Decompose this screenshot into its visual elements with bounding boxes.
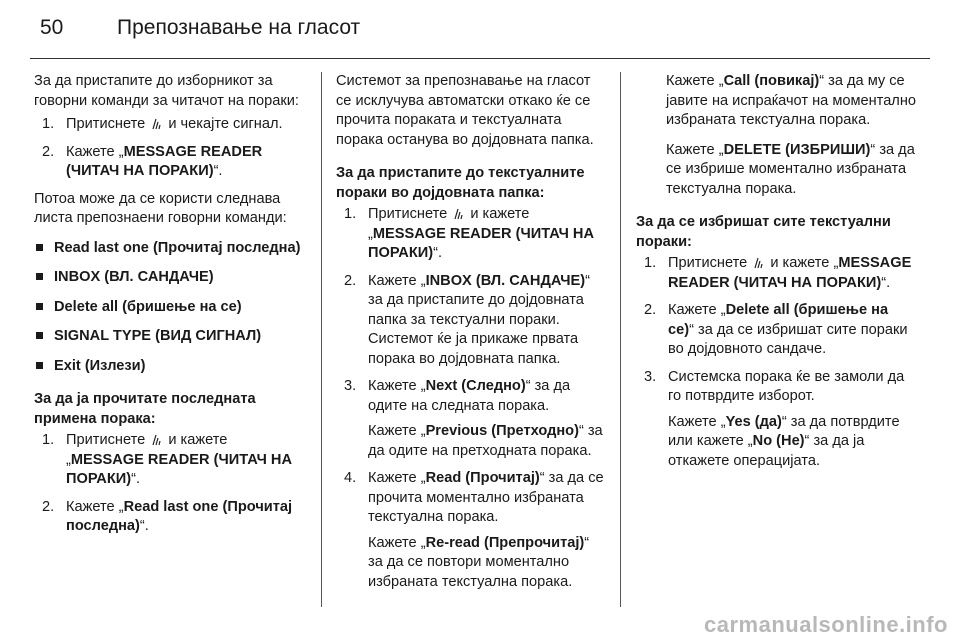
step-text: Притиснете xyxy=(66,116,146,132)
command-text: Read last one (Прочитај последна) xyxy=(66,498,293,534)
step-text: “ за да потврдите или кажете „ xyxy=(668,413,900,449)
step-number: 3. xyxy=(644,368,657,385)
command-text: MESSAGE READER (ЧИТАЧ НА ПОРАКИ) xyxy=(66,143,263,179)
step-text: Кажете „ xyxy=(666,73,724,89)
list-item xyxy=(336,469,606,592)
step-number: 2. xyxy=(42,498,55,515)
column-2 xyxy=(336,72,606,600)
step-text: и кажете „ xyxy=(66,432,228,468)
step-text: Притиснете xyxy=(368,206,448,222)
command-text: Yes (да) xyxy=(725,413,782,430)
step-text: “. xyxy=(213,163,223,179)
list-item xyxy=(34,357,306,377)
section-heading: За да ја прочитате последната примена порака: xyxy=(34,391,256,427)
command-text: SIGNAL TYPE (ВИД СИГНАЛ) xyxy=(54,328,262,344)
step-text: Кажете „ xyxy=(368,470,426,486)
page-header xyxy=(40,10,930,50)
bullet-icon xyxy=(36,362,43,369)
header-rule xyxy=(30,58,930,59)
list-item xyxy=(336,377,606,461)
step-text: “ за да се повтори моментално избраната текстуална порака. xyxy=(368,534,590,590)
steps-list xyxy=(336,205,606,592)
list-item xyxy=(34,115,306,135)
step-number: 1. xyxy=(344,206,357,222)
step-text: “. xyxy=(139,518,149,534)
list-item xyxy=(34,268,306,288)
step-text: Кажете „ xyxy=(368,423,426,439)
voice-button-icon xyxy=(152,118,161,129)
command-text: INBOX (ВЛ. САНДАЧЕ) xyxy=(425,272,586,289)
command-text: Delete all (бришење на се) xyxy=(54,298,242,315)
command-text: Call (повикај) xyxy=(723,73,820,89)
steps-list xyxy=(34,431,306,537)
command-text: MESSAGE READER (ЧИТАЧ НА ПОРАКИ) xyxy=(368,225,595,261)
column-divider-1 xyxy=(321,72,322,607)
step-text: и кажете „ xyxy=(770,255,839,271)
step-text: “ за да се избрише моментално избраната текстуална порака. xyxy=(666,141,915,197)
step-number: 1. xyxy=(42,116,55,132)
step-text: и чекајте сигнал. xyxy=(168,116,283,132)
steps-list xyxy=(34,115,306,182)
step-text: Притиснете xyxy=(668,255,748,271)
list-item xyxy=(34,239,306,259)
voice-button-icon xyxy=(454,208,463,219)
list-item xyxy=(336,272,606,370)
watermark: carmanualsonline.info xyxy=(704,612,948,637)
step-text: Кажете „ xyxy=(668,302,726,318)
list-item xyxy=(636,368,916,472)
step-text: Кажете „ xyxy=(66,498,124,515)
list-item xyxy=(636,254,916,293)
list-item xyxy=(34,498,306,537)
step-number: 2. xyxy=(344,272,357,289)
chapter-title: Препознавање на гласот xyxy=(117,16,361,39)
step-text: Кажете „ xyxy=(368,378,426,394)
list-item xyxy=(636,301,916,360)
step-number: 2. xyxy=(42,143,55,160)
commands-list xyxy=(34,239,306,377)
step-text: и кажете „ xyxy=(368,206,530,242)
steps-list xyxy=(636,254,916,471)
step-text: Кажете „ xyxy=(666,141,724,158)
command-text: DELETE (ИЗБРИШИ) xyxy=(723,141,871,158)
step-text: “ за да одите на следната порака. xyxy=(368,378,571,414)
step-text: Кажете „ xyxy=(668,413,726,430)
step-subparagraph xyxy=(668,413,916,472)
step-text: “ за да се избришат сите пораки во дојдовното сандаче. xyxy=(668,321,908,357)
step-subparagraph xyxy=(368,534,606,593)
section-heading: За да се избришат сите текстуални пораки: xyxy=(636,214,891,250)
step-text: “. xyxy=(881,274,891,291)
command-text: Previous (Претходно) xyxy=(425,423,579,439)
list-item xyxy=(34,431,306,490)
command-text: Read (Прочитај) xyxy=(425,470,540,486)
step-text: “ за да се прочита моментално избраната текстуална порака. xyxy=(368,470,604,525)
list-item xyxy=(34,143,306,182)
step-text: Кажете „ xyxy=(368,534,426,551)
bullet-icon xyxy=(36,273,43,280)
step-number: 3. xyxy=(344,378,357,394)
intro-paragraph: За да пристапите до изборникот за говорни команди за читачот на пораки: xyxy=(34,73,299,109)
command-text: Re-read (Препрочитај) xyxy=(425,534,585,551)
command-text: Next (Следно) xyxy=(425,378,526,394)
step-text: Системска порака ќе ве замоли да го потврдите изборот. xyxy=(668,368,905,404)
step-text: “ за да одите на претходната порака. xyxy=(368,423,603,459)
step-text: “ за да ја откажете операцијата. xyxy=(668,433,865,469)
column-1 xyxy=(34,72,306,545)
step-text: Кажете „ xyxy=(368,272,426,289)
bullet-icon xyxy=(36,332,43,339)
column-3 xyxy=(636,72,916,479)
bullet-icon xyxy=(36,244,43,251)
step-text: “. xyxy=(433,245,443,261)
voice-button-icon xyxy=(754,257,763,268)
column-divider-2 xyxy=(620,72,621,607)
section-heading: За да пристапите до текстуалните пораки во дојдовната папка: xyxy=(336,165,585,201)
bullet-icon xyxy=(36,303,43,310)
paragraph xyxy=(636,72,916,131)
list-item xyxy=(34,327,306,347)
command-text: MESSAGE READER (ЧИТАЧ НА ПОРАКИ) xyxy=(668,255,912,291)
voice-button-icon xyxy=(152,434,161,445)
step-subparagraph xyxy=(368,422,606,461)
step-number: 1. xyxy=(42,432,55,448)
command-text: Exit (Излези) xyxy=(54,357,146,374)
step-number: 2. xyxy=(644,302,657,318)
command-text: Delete all (бришење на се) xyxy=(668,302,889,338)
step-text: Притиснете xyxy=(66,432,146,448)
command-text: No (Не) xyxy=(752,433,805,449)
step-number: 1. xyxy=(644,255,657,271)
step-number: 4. xyxy=(344,470,357,486)
command-text: MESSAGE READER (ЧИТАЧ НА ПОРАКИ) xyxy=(66,451,293,487)
paragraph xyxy=(636,141,916,200)
step-text: “ за да пристапите до дојдовната папка за текстуални пораки. Системот ќе ја прикаже првата порака во дојдовната папка. xyxy=(368,272,591,367)
list-item xyxy=(34,298,306,318)
then-paragraph: Потоа може да се користи следнава листа препознаени говорни команди: xyxy=(34,190,287,226)
step-text: Кажете „ xyxy=(66,143,124,160)
page-number: 50 xyxy=(40,16,64,39)
step-text: “. xyxy=(131,471,141,487)
list-item xyxy=(336,205,606,264)
command-text: INBOX (ВЛ. САНДАЧЕ) xyxy=(54,269,214,285)
intro-paragraph: Системот за препознавање на гласот се исклучува автоматски откако ќе се прочита пораката и текстуалната порака останува во дојдовната папка. xyxy=(336,73,594,148)
step-text: “ за да му се јавите на испраќачот на моментално избраната текстуална порака. xyxy=(666,73,917,128)
command-text: Read last one (Прочитај последна) xyxy=(54,239,301,256)
